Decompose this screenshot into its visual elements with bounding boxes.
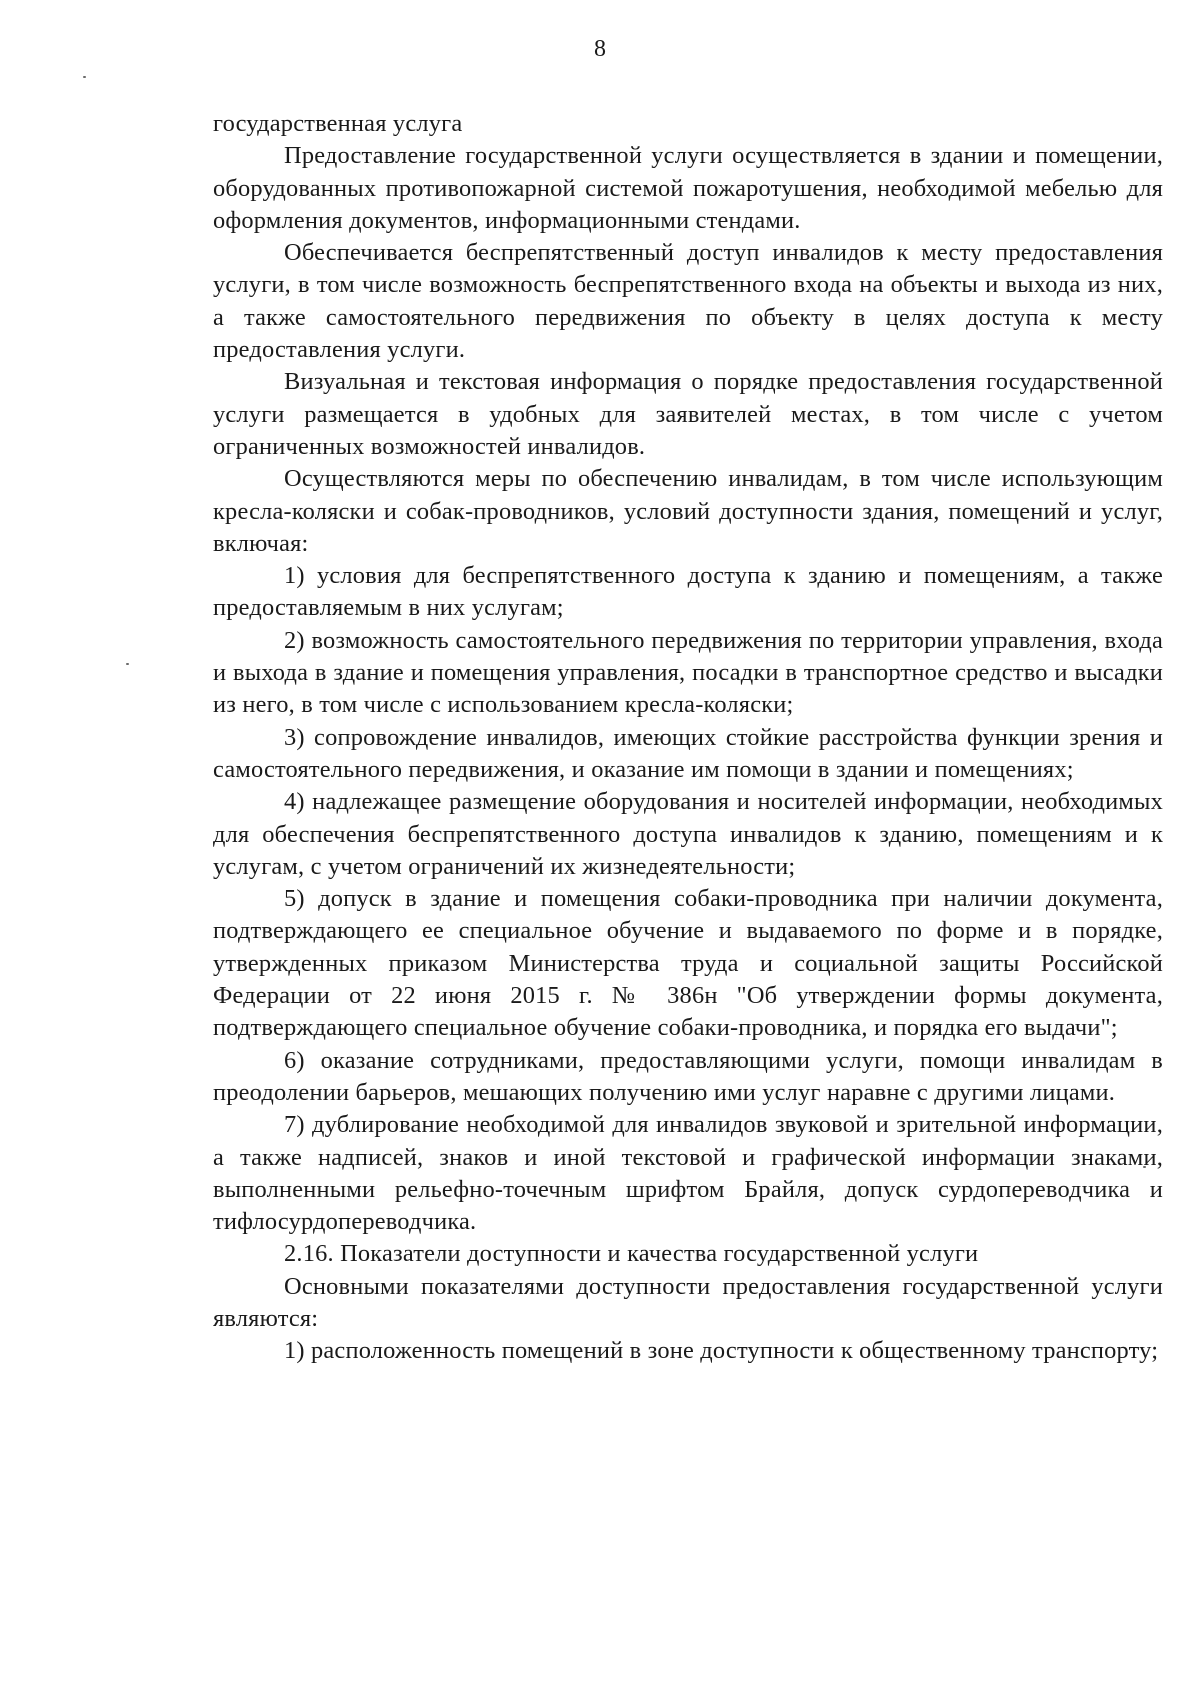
list-item: 2) возможность самостоятельного передвижения по территории управления, входа и выхода в здание и помещения управления, посадки в транспортное средство и высадки из него, в том числе с использованием кресла-коляски; bbox=[213, 626, 1163, 719]
list-item: 3) сопровождение инвалидов, имеющих стойкие расстройства функции зрения и самостоятельного передвижения, и оказание им помощи в здании и помещениях; bbox=[213, 723, 1163, 783]
paragraph: Предоставление государственной услуги осуществляется в здании и помещении, оборудованных противопожарной системой пожаротушения, необходимой мебелью для оформления документов, информационными стендами. bbox=[213, 142, 1163, 234]
document-body bbox=[213, 108, 1163, 1368]
list-item: 1) условия для беспрепятственного доступа к зданию и помещениям, а также предоставляемым в них услугам; bbox=[213, 562, 1163, 622]
scan-artifact bbox=[83, 76, 86, 78]
list-item: 4) надлежащее размещение оборудования и носителей информации, необходимых для обеспечения беспрепятственного доступа инвалидов к зданию, помещениям и к услугам, с учетом ограничений их жизнедеятельности; bbox=[213, 788, 1163, 880]
list-item: 7) дублирование необходимой для инвалидов звуковой и зрительной информации, а также надписей, знаков и иной текстовой и графической информации знаками, выполненными рельефно-точечным шрифтом Брайля, допуск сурдопереводчика и тифлосурдопереводчика. bbox=[213, 1111, 1163, 1236]
paragraph: Обеспечивается беспрепятственный доступ инвалидов к месту предоставления услуги, в том числе возможность беспрепятственного входа на объекты и выхода из них, а также самостоятельного передвижения по объекту в целях доступа к месту предоставления услуги. bbox=[213, 239, 1163, 364]
paragraph-continuation: государственная услуга bbox=[213, 110, 463, 137]
list-item: 6) оказание сотрудниками, предоставляющими услуги, помощи инвалидам в преодолении барьеров, мешающих получению ими услуг наравне с другими лицами. bbox=[213, 1046, 1163, 1106]
list-item: 1) расположенность помещений в зоне доступности к общественному транспорту; bbox=[284, 1337, 1159, 1365]
section-heading: 2.16. Показатели доступности и качества государственной услуги bbox=[284, 1240, 979, 1268]
paragraph: Визуальная и текстовая информация о порядке предоставления государственной услуги размещается в удобных для заявителей местах, в том числе с учетом ограниченных возможностей инвалидов. bbox=[213, 368, 1163, 460]
paragraph: Основными показателями доступности предоставления государственной услуги являются: bbox=[213, 1272, 1163, 1332]
page-number: 8 bbox=[594, 36, 606, 62]
list-item: 5) допуск в здание и помещения собаки-проводника при наличии документа, подтверждающего ее специальное обучение и выдаваемого по форме и в порядке, утвержденных приказом Министерства труда и социальной защиты Российской Федерации от 22 июня 2015 г. № 386н "Об утверждении формы документа, подтверждающего специальное обучение собаки-проводника, и порядка его выдачи"; bbox=[213, 885, 1163, 1042]
paragraph: Осуществляются меры по обеспечению инвалидам, в том числе использующим кресла-коляски и собак-проводников, условий доступности здания, помещений и услуг, включая: bbox=[213, 465, 1163, 557]
scan-artifact bbox=[126, 663, 129, 665]
